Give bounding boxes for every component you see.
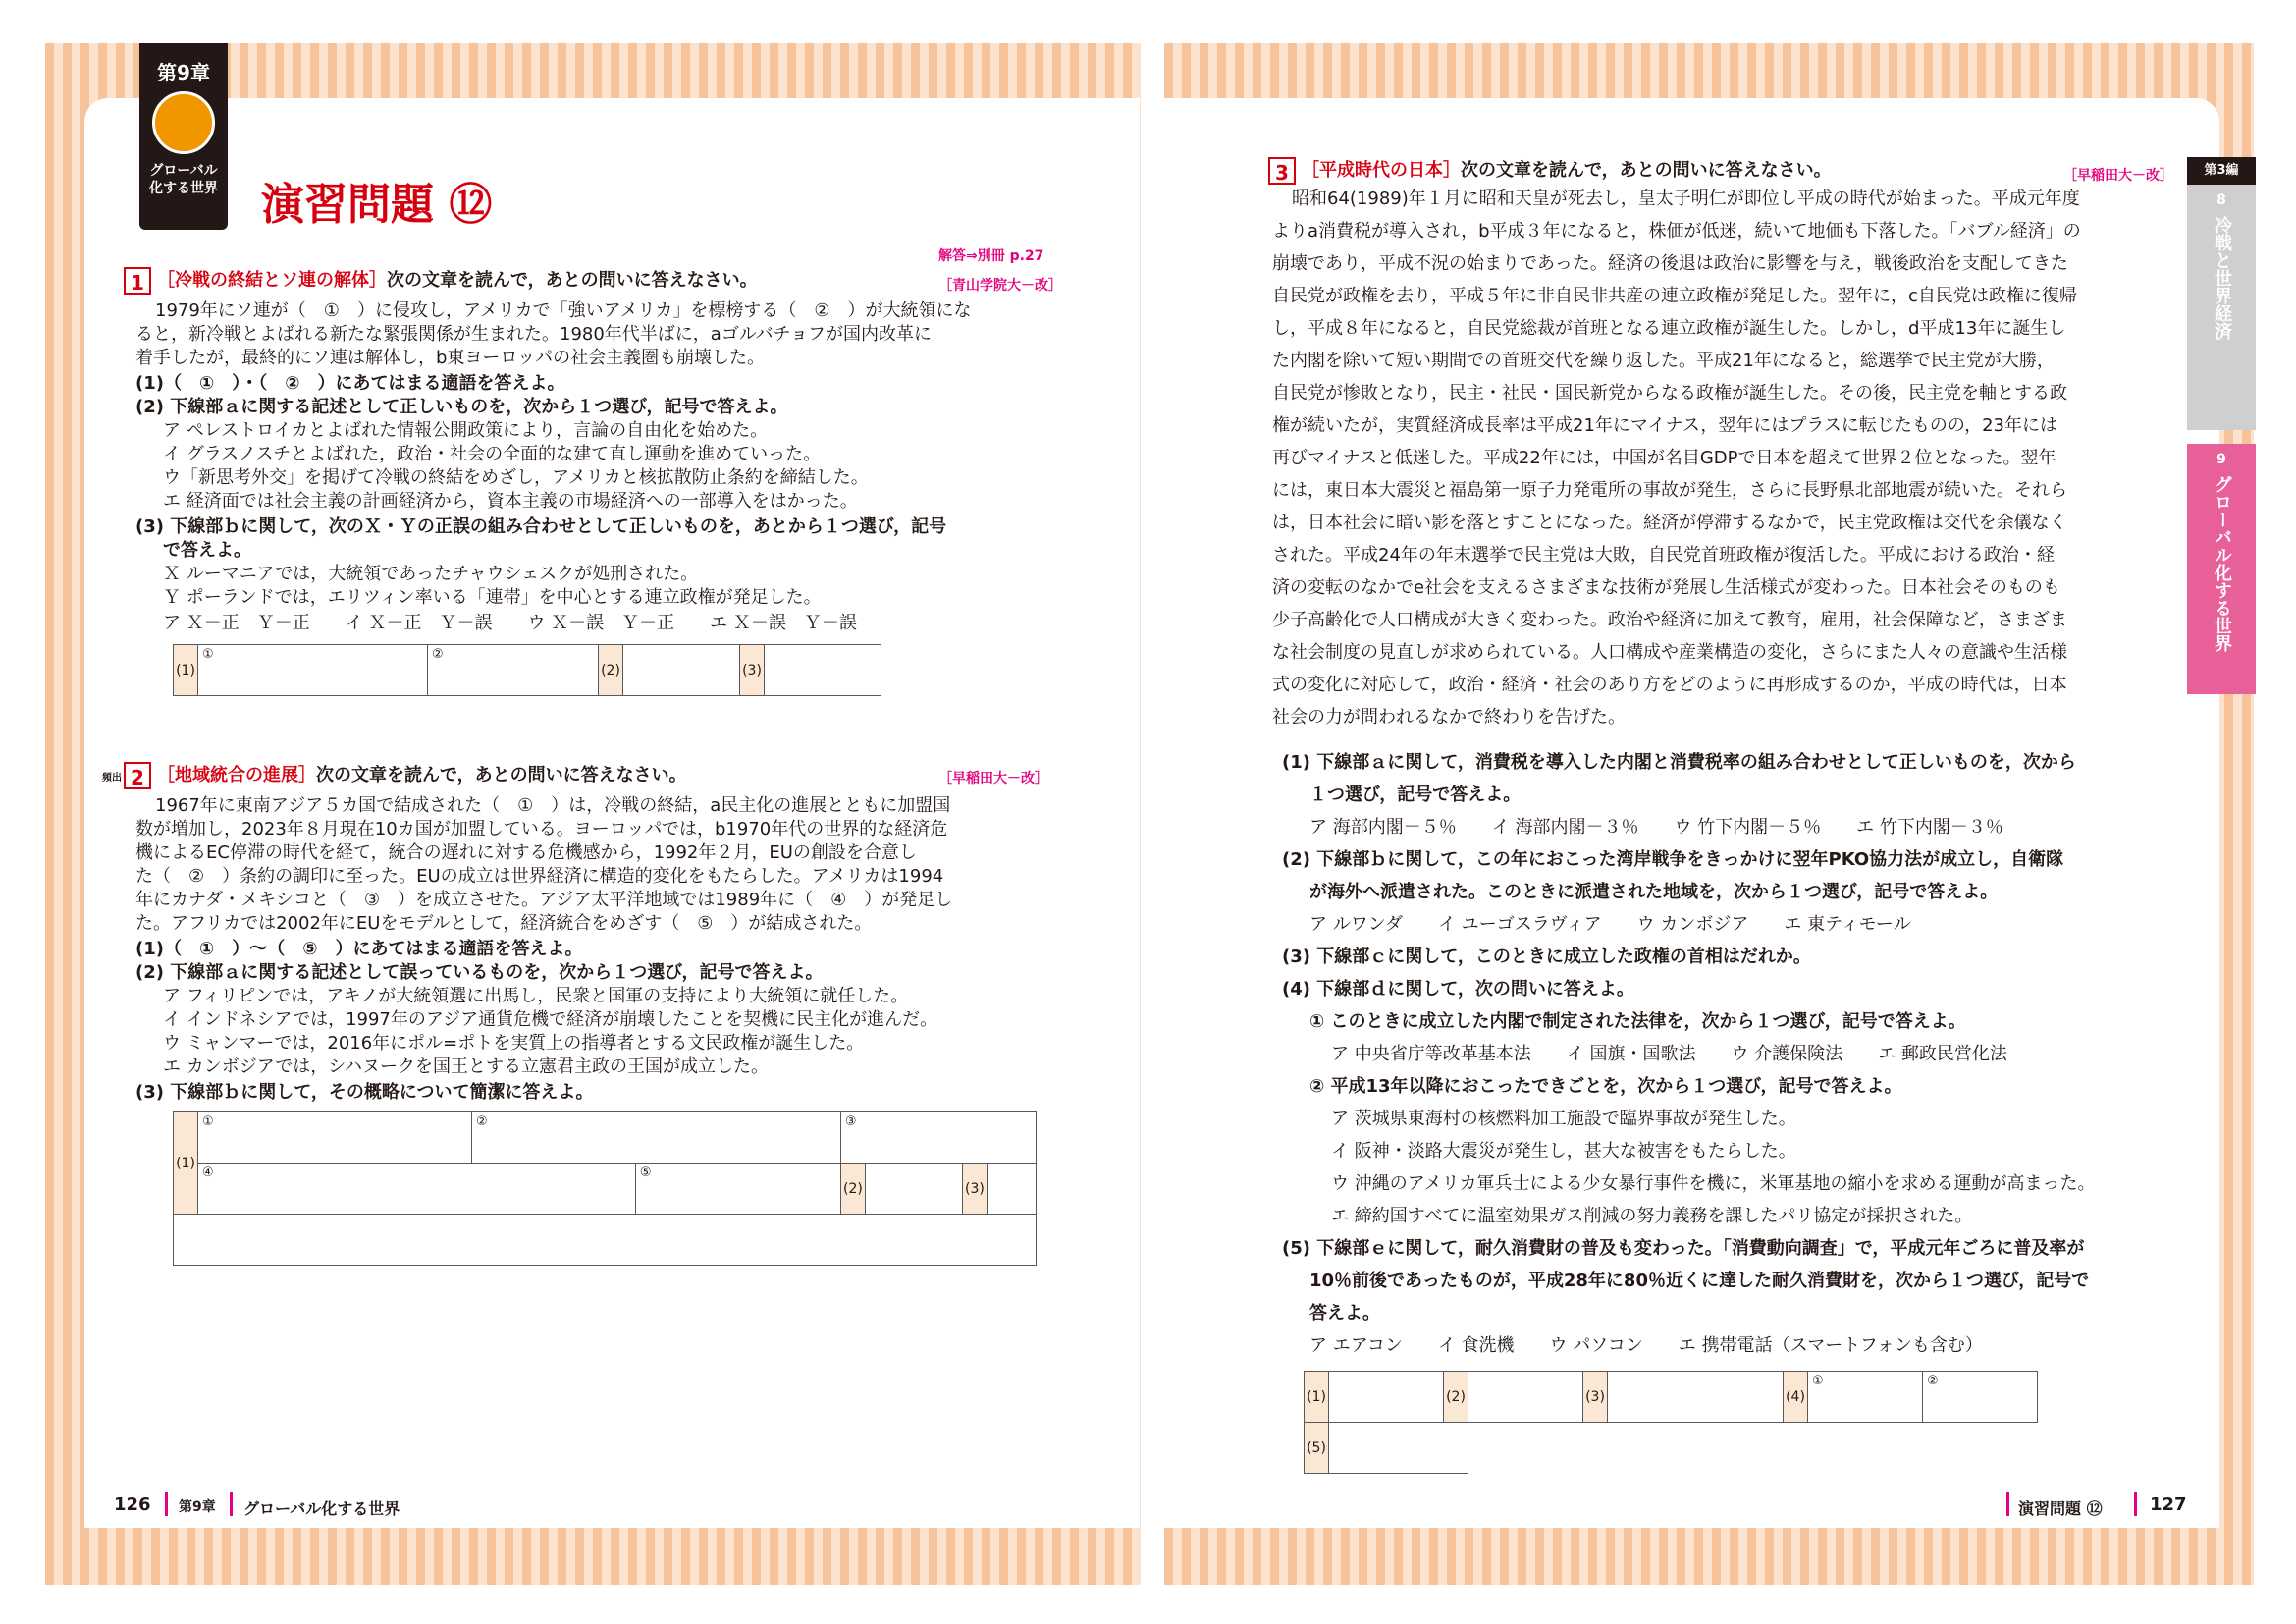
q1-choice: イ グラスノスチとよばれた，政治・社会の全面的な建て直し運動を進めていった。 (163, 444, 822, 464)
answer-label: (2) (840, 1164, 865, 1215)
q2-passage-line: 数が増加し，2023年８月現在10カ国が加盟している。ヨーロッパでは，b1970年代の世界的な経済危 (135, 819, 948, 839)
q2-choice: イ インドネシアでは，1997年のアジア通貨危機で経済が崩壊したことを契機に民主化が進んだ。 (163, 1009, 938, 1030)
q3-passage-line: には，東日本大震災と福島第一原子力発電所の事故が発生，さらに長野県北部地震が続いた。それら (1272, 480, 2067, 501)
q3-question-line: エ 締約国すべてに温室効果ガス削減の努力義務を課したパリ協定が採択された。 (1331, 1206, 1973, 1226)
q1-passage-line: 着手したが，最終的にソ連は解体し，b東ヨーロッパの社会主義圏も崩壊した。 (135, 348, 766, 368)
q3-question-line: ウ 沖縄のアメリカ軍兵士による少女暴行事件を機に，米軍基地の縮小を求める運動が高まった。 (1331, 1173, 2096, 1194)
side-tab-9 (2187, 444, 2256, 694)
q3-instruction: 次の文章を読んで，あとの問いに答えなさい。 (1461, 160, 1832, 181)
q3-question-line: 答えよ。 (1309, 1303, 1380, 1324)
answer-cell[interactable] (1329, 1423, 1468, 1474)
q3-passage-line: 済の変転のなかでe社会を支えるさまざまな技術が発展し生活様式が変わった。日本社会そのものも (1272, 577, 2060, 598)
q3-answer-box (1304, 1371, 2038, 1474)
q2-sub2: (2) 下線部ａに関する記述として誤っているものを，次から１つ選び，記号で答えよ。 (135, 962, 824, 983)
side-tab-8-number: 8 (2216, 192, 2226, 208)
q1-sub1: (1)（ ① ）・（ ② ）にあてはまる適語を答えよ。 (135, 373, 565, 394)
left-footer-title: グローバル化する世界 (243, 1499, 400, 1518)
q1-choice: ウ「新思考外交」を掲げて冷戦の終結をめざし，アメリカと核拡散防止条約を締結した。 (163, 467, 869, 488)
q3-passage-line: 式の変化に対応して，政治・経済・社会のあり方をどのように再形成するのか，平成の時代は，日本 (1272, 675, 2067, 695)
q3-passage-line: 昭和64(1989)年１月に昭和天皇が死去し，皇太子明仁が即位し平成の時代が始まった。平成元年度 (1292, 189, 2080, 209)
left-footer-chapter: 第9章 (179, 1499, 216, 1515)
answer-label: (2) (599, 645, 623, 696)
answer-cell[interactable] (1468, 1372, 1583, 1423)
q2-sub3: (3) 下線部ｂに関して，その概略について簡潔に答えよ。 (135, 1082, 594, 1103)
answer-label: (3) (1583, 1372, 1608, 1423)
q2-passage-line: た。アフリカでは2002年にEUをモデルとして，経済統合をめざす（ ⑤ ）が結成された。 (135, 913, 873, 934)
chapter-name: グローバル化する世界 (149, 163, 218, 196)
q3-passage-line: された。平成24年の年末選挙で民主党は大敗，自民党首班政権が復活した。平成における政治・経 (1272, 545, 2055, 566)
q1-instruction: 次の文章を読んで，あとの問いに答えなさい。 (387, 270, 758, 291)
q3-question-line: ア ルワンダ イ ユーゴスラヴィア ウ カンボジア エ 東ティモール (1309, 914, 1911, 935)
left-page-number: 126 (114, 1494, 151, 1515)
q1-choices-xy: ア Ｘ－正 Ｙ－正 イ Ｘ－正 Ｙ－誤 ウ Ｘ－誤 Ｙ－正 エ Ｘ－誤 Ｙ－誤 (163, 613, 857, 633)
q3-source: ［早稲田大－改］ (2063, 168, 2173, 184)
q1-heading (124, 267, 758, 295)
q2-sub1: (1)（ ① ）～（ ⑤ ）にあてはまる適語を答えよ。 (135, 939, 583, 959)
q3-passage-line: た内閣を除いて短い期間での首班交代を繰り返した。平成21年になると，総選挙で民主党が大勝， (1272, 351, 2055, 371)
q1-sub3-cont: で答えよ。 (163, 540, 251, 561)
q3-topic: ［平成時代の日本］ (1302, 160, 1461, 181)
q3-passage-line: な社会制度の見直しが求められている。人口構成や産業構造の変化，さらにまた人々の意識や生活様 (1272, 642, 2067, 663)
answer-label: (3) (962, 1164, 987, 1215)
left-page (84, 61, 1140, 1528)
answer-label: (1) (174, 645, 198, 696)
q3-passage-line: よりa消費税が導入され，b平成３年になると，株価が低迷，続いて地価も下落した。「バブル経済」の (1272, 221, 2081, 242)
q3-passage-line: 自民党が惨敗となり，民主・社民・国民新党からなる政権が誕生した。その後，民主党を軸とする政 (1272, 383, 2067, 404)
answer-label: (5) (1305, 1423, 1329, 1474)
q1-source: ［青山学院大－改］ (938, 278, 1062, 294)
page-title: 演習問題 ⑫ (261, 180, 493, 230)
side-tab-part: 第3編 (2187, 157, 2256, 185)
q1-answer-box (173, 644, 881, 696)
q3-question-line: ② 平成13年以降におこったできごとを，次から１つ選び，記号で答えよ。 (1309, 1076, 1902, 1097)
globe-icon (152, 91, 215, 154)
q3-question-line: ア 海部内閣－５％ イ 海部内閣－３％ ウ 竹下内閣－５％ エ 竹下内閣－３％ (1309, 817, 2003, 838)
answer-cell[interactable] (623, 645, 740, 696)
answer-label: (2) (1444, 1372, 1468, 1423)
q3-passage-line: し，平成８年になると，自民党総裁が首班となる連立政権が誕生した。しかし，d平成13年に誕生し (1272, 318, 2066, 339)
q3-question-line: ① このときに成立した内閣で制定された法律を，次から１つ選び，記号で答えよ。 (1309, 1011, 1966, 1032)
q2-passage-line: 機によるEC停滞の時代を経て，統合の遅れに対する危機感から，1992年２月，EUの創設を合意し (135, 842, 917, 863)
q2-passage-line: 年にカナダ・メキシコと（ ③ ）を成立させた。アジア太平洋地域では1989年に（ ④ ）が発足し (135, 890, 953, 910)
q3-passage-line: 再びマイナスと低迷した。平成22年には，中国が名目GDPで日本を超えて世界２位となった。翌年 (1272, 448, 2056, 468)
q2-choice: エ カンボジアでは，シハヌークを国王とする立憲君主政の王国が成立した。 (163, 1056, 769, 1077)
answer-label: (3) (740, 645, 765, 696)
q2-passage-line: 1967年に東南アジア５カ国で結成された（ ① ）は，冷戦の終結，a民主化の進展とともに加盟国 (155, 795, 951, 816)
q3-question-line: (2) 下線部ｂに関して，この年におこった湾岸戦争をきっかけに翌年PKO協力法が成立し，自衛隊 (1282, 849, 2064, 870)
side-tab-8 (2187, 185, 2256, 430)
q3-question-line: (3) 下線部ｃに関して，このときに成立した政権の首相はだれか。 (1282, 947, 1811, 967)
answer-cell[interactable]: ② (1923, 1372, 2038, 1423)
answer-cell[interactable] (865, 1164, 962, 1215)
q1-passage-line: 1979年にソ連が（ ① ）に侵攻し，アメリカで「強いアメリカ」を標榜する（ ② ）が大統領にな (155, 300, 972, 321)
answer-cell[interactable] (1329, 1372, 1444, 1423)
side-tab-8-label: 冷戦と世界経済 (2212, 216, 2232, 340)
q3-heading (1268, 157, 1832, 185)
answer-cell[interactable] (987, 1164, 1036, 1215)
answer-cell[interactable] (765, 645, 881, 696)
q2-heading (102, 762, 687, 789)
q1-passage-line: ると，新冷戦とよばれる新たな緊張関係が生まれた。1980年代半ばに，aゴルバチョフが国内改革に (135, 324, 933, 345)
q1-sub3: (3) 下線部ｂに関して，次のＸ・Ｙの正誤の組み合わせとして正しいものを，あとから１つ選び，記号 (135, 516, 947, 537)
q1-sub2: (2) 下線部ａに関する記述として正しいものを，次から１つ選び，記号で答えよ。 (135, 397, 788, 417)
answer-cell[interactable]: ② (428, 645, 599, 696)
q2-choice: ア フィリピンでは，アキノが大統領選に出馬し，民衆と国軍の支持により大統領に就任した。 (163, 986, 909, 1006)
side-tab-9-label: グローバル化する世界 (2212, 475, 2232, 652)
q1-number: 1 (124, 267, 151, 295)
q2-number: 2 (124, 762, 151, 789)
footer-divider (230, 1492, 233, 1516)
answer-label: (1) (1305, 1372, 1329, 1423)
right-footer-title: 演習問題 ⑫ (2018, 1499, 2103, 1518)
side-tab-9-number: 9 (2216, 452, 2226, 467)
q3-passage-line: は，日本社会に暗い影を落とすことになった。経済が停滞するなかで，民主党政権は交代を余儀なく (1272, 513, 2067, 533)
answer-label: (4) (1784, 1372, 1808, 1423)
q2-source: ［早稲田大－改］ (938, 771, 1048, 786)
q1-choice: ア ペレストロイカとよばれた情報公開政策により，言論の自由化を始めた。 (163, 420, 769, 441)
answer-cell[interactable]: ③ (840, 1112, 1036, 1164)
q3-number: 3 (1268, 157, 1296, 185)
q3-passage-line: 少子高齢化で人口構成が大きく変わった。政治や経済に加えて教育，雇用，社会保障など，さまざま (1272, 610, 2067, 630)
frequent-badge-icon: 頻出 (102, 773, 122, 784)
q3-passage-line: 権が続いたが，実質経済成長率は平成21年にマイナス，翌年にはプラスに転じたものの，23年には (1272, 415, 2058, 436)
q3-question-line: (4) 下線部ｄに関して，次の問いに答えよ。 (1282, 979, 1634, 1000)
q2-instruction: 次の文章を読んで，あとの問いに答えなさい。 (316, 765, 687, 785)
q2-answer-box (173, 1111, 1037, 1266)
q3-passage-line: 自民党が政権を去り，平成５年に非自民非共産の連立政権が発足した。翌年に，c自民党は政権に復帰 (1272, 286, 2077, 306)
q1-topic: ［冷戦の終結とソ連の解体］ (157, 270, 387, 291)
answer-reference: 解答⇒別冊 p.27 (938, 248, 1044, 264)
q3-question-line: 10％前後であったものが，平成28年に80％近くに達した耐久消費財を，次から１つ選び，記号で (1309, 1271, 2090, 1291)
answer-cell[interactable] (1608, 1372, 1784, 1423)
answer-cell[interactable]: ① (1808, 1372, 1923, 1423)
q3-question-line: ア 茨城県東海村の核燃料加工施設で臨界事故が発生した。 (1331, 1109, 1796, 1129)
answer-cell[interactable]: ① (198, 645, 428, 696)
answer-cell[interactable]: ② (472, 1112, 841, 1164)
q3-passage-line: 崩壊であり，平成不況の始まりであった。経済の後退は政治に影響を与え，戦後政治を支配してきた (1272, 253, 2068, 274)
q3-question-line: ア 中央省庁等改革基本法 イ 国旗・国歌法 ウ 介護保険法 エ 郵政民営化法 (1331, 1044, 2007, 1064)
right-page (1164, 98, 2219, 1528)
q1-statement-x: Ｘ ルーマニアでは，大統領であったチャウシェスクが処刑された。 (163, 564, 699, 584)
q2-passage-line: た（ ② ）条約の調印に至った。EUの成立は世界経済に構造的変化をもたらした。アメリカは1994 (135, 866, 944, 887)
answer-cell-wide[interactable] (174, 1215, 1037, 1266)
answer-cell[interactable]: ⑤ (635, 1164, 840, 1215)
footer-divider (165, 1492, 168, 1516)
chapter-label: 第9章 (157, 61, 210, 84)
answer-cell[interactable]: ④ (198, 1164, 636, 1215)
answer-label: (1) (174, 1112, 198, 1215)
answer-cell[interactable]: ① (198, 1112, 472, 1164)
right-page-number: 127 (2150, 1494, 2187, 1515)
q3-question-line: ア エアコン イ 食洗機 ウ パソコン エ 携帯電話（スマートフォンも含む） (1309, 1335, 1983, 1356)
q2-topic: ［地域統合の進展］ (157, 765, 316, 785)
footer-divider (2006, 1492, 2009, 1516)
q3-question-line: １つ選び，記号で答えよ。 (1309, 785, 1522, 805)
q1-choice: エ 経済面では社会主義の計画経済から，資本主義の市場経済への一部導入をはかった。 (163, 491, 858, 512)
q3-question-line: が海外へ派遣された。このときに派遣された地域を，次から１つ選び，記号で答えよ。 (1309, 882, 1999, 902)
chapter-badge (139, 43, 228, 230)
q1-statement-y: Ｙ ポーランドでは，エリツィン率いる「連帯」を中心とする連立政権が発足した。 (163, 587, 822, 608)
q3-question-line: (5) 下線部ｅに関して，耐久消費財の普及も変わった。「消費動向調査」で，平成元年ごろに普及率が (1282, 1238, 2085, 1259)
q2-choice: ウ ミャンマーでは，2016年にポル=ポトを実質上の指導者とする文民政権が誕生した。 (163, 1033, 865, 1054)
q3-question-line: イ 阪神・淡路大震災が発生し，甚大な被害をもたらした。 (1331, 1141, 1796, 1162)
q3-passage-line: 社会の力が問われるなかで終わりを告げた。 (1272, 707, 1626, 728)
footer-divider (2134, 1492, 2137, 1516)
q3-question-line: (1) 下線部ａに関して，消費税を導入した内閣と消費税率の組み合わせとして正しいものを，次から (1282, 752, 2076, 773)
